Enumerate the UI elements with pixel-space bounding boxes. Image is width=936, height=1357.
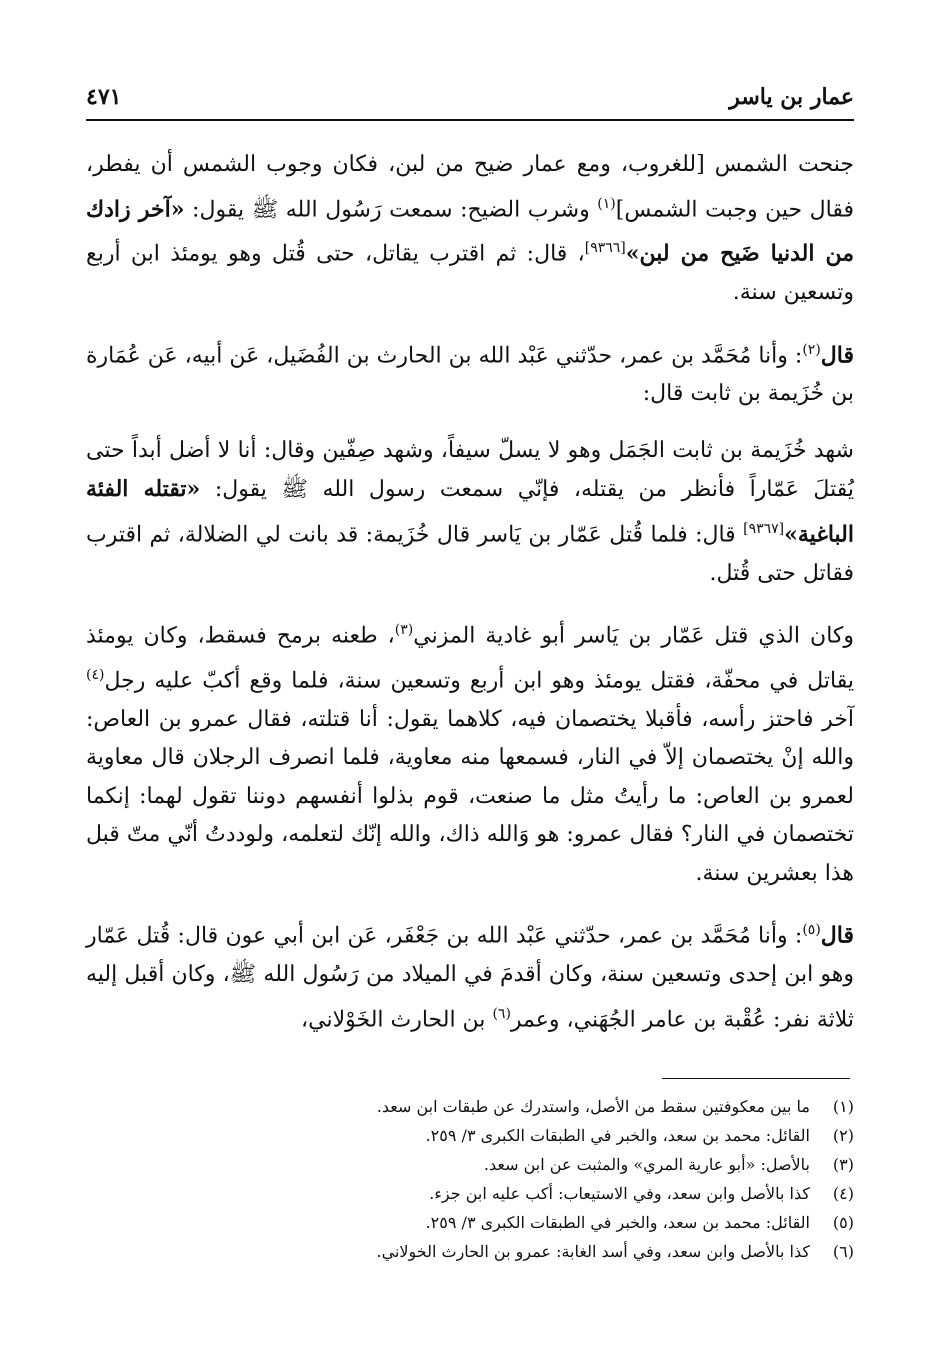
text-segment: «تقتله الفئة الباغية» [86, 476, 854, 548]
text-segment: «آخر زادك من الدنيا ضَيح من لبن» [86, 195, 854, 267]
footnote [86, 1237, 854, 1266]
footnote-ref: (٦) [492, 1005, 511, 1022]
text-segment: وكان الذي قتل عَمّار بن يَاسر أبو غادية المزني [413, 623, 854, 649]
running-title: عمار بن ياسر [729, 84, 854, 110]
main-text [86, 146, 854, 1058]
paragraph [86, 911, 854, 1039]
paragraph [86, 146, 854, 313]
footnote-ref: [٩٣٦٧] [743, 520, 785, 537]
text-segment: جنحت الشمس [للغروب، ومع عمار ضيح من لبن، فكان وجوب الشمس أن يفطر، فقال حين وجبت الشمس] [86, 152, 854, 222]
text-segment: آخر فاحتز رأسه، فأقبلا يختصمان فيه، كلاهما يقول: أنا قتلته، فقال عمرو بن العاص: والله إنْ يختصمان إلاّ في النار، فسمعها منه معاوية، فلما انصرف الرجلان قال معاوية لعمرو بن العاص: ما رأيتُ مثل ما صنعت، قوم بذلوا أنفسهم دوننا تقول لهما: إنكما تختصمان في النار؟ فقال عمرو: هو وَالله ذاك، والله إنّك لتعلمه، ولوددتُ أنّي متّ قبل هذا بعشرين سنة. [86, 706, 855, 886]
footnote-ref: (٥) [802, 922, 821, 939]
footnote-ref: (٤) [86, 667, 105, 684]
footnotes [86, 1092, 854, 1266]
footnote-number: (١) [832, 1097, 854, 1116]
footnote-ref: [٩٣٦٦] [584, 240, 626, 257]
footnote-number: (٣) [832, 1155, 854, 1174]
text-segment: بن الحارث الخَوْلاني، [301, 1007, 493, 1033]
footnote-text: كذا بالأصل وابن سعد، وفي أسد الغابة: عمرو بن الحارث الخولاني. [376, 1242, 810, 1261]
footnote-rule [662, 1078, 850, 1079]
paragraph [86, 611, 854, 893]
paragraph [86, 331, 854, 414]
footnote [86, 1092, 854, 1121]
footnote-text: القائل: محمد بن سعد، والخبر في الطبقات الكبرى ٣/ ٢٥٩. [425, 1126, 810, 1145]
footnote-number: (٦) [832, 1242, 854, 1261]
header-rule [86, 119, 854, 121]
page-number: ٤٧١ [86, 84, 122, 110]
footnote-text: كذا بالأصل وابن سعد، وفي الاستيعاب: أكب عليه ابن جزء. [429, 1184, 810, 1203]
footnote-ref: (١) [597, 195, 616, 212]
footnote-ref: (٣) [394, 622, 414, 639]
footnote-number: (٥) [832, 1213, 854, 1232]
text-segment: : وأنا مُحَمَّد بن عمر، حدّثني عَبْد الله بن الحارث بن الفُضَيل، عَن أبيه، عَن عُمَارة بن خُزَيمة بن ثابت قال: [86, 342, 854, 407]
text-segment: ، طعنه برمح فسقط، وكان يومئذ يقاتل في محفّة، فقتل يومئذ وهو ابن أربع وتسعين سنة، فلما وقع أكبّ عليه رجل [86, 623, 854, 694]
text-segment: : وأنا مُحَمَّد بن عمر، حدّثني عَبْد الله بن جَعْفَر، عَن ابن أبي عون قال: قُتل عَمّار وهو ابن إحدى وتسعين سنة، وكان أقدمَ في الميلاد من رَسُول الله ﷺ، وكان أقبل إليه ثلاثة نفر: عُقْبة بن عامر الجُهَني، وعمر [86, 923, 854, 1033]
footnote [86, 1121, 854, 1150]
footnote-text: القائل: محمد بن سعد، والخبر في الطبقات الكبرى ٣/ ٢٥٩. [425, 1213, 810, 1232]
footnote [86, 1179, 854, 1208]
page-header [86, 84, 854, 116]
footnote [86, 1150, 854, 1179]
footnote-ref: (٢) [802, 341, 821, 358]
text-segment: ، قال: ثم اقترب يقاتل، حتى قُتل وهو يومئذ ابن أربع وتسعين سنة. [86, 241, 854, 306]
text-segment: شهد خُزَيمة بن ثابت الجَمَل وهو لا يسلّ سيفاً، وشهد صِفّين وقال: أنا لا أضل أبداً حتى يُقتلَ عَمّاراً فأنظر من يقتله، فإنّي سمعت رسول الله ﷺ يقول: [86, 437, 854, 503]
text-segment: وشرب الضيح: سمعت رَسُول الله ﷺ يقول: [184, 196, 598, 222]
paragraph [86, 432, 854, 593]
footnote-text: بالأصل: «أبو عارية المري» والمثبت عن ابن سعد. [483, 1155, 810, 1174]
footnote-number: (٢) [832, 1126, 854, 1145]
footnote-number: (٤) [832, 1184, 854, 1203]
text-segment: قال [820, 922, 854, 949]
footnote [86, 1208, 854, 1237]
text-segment: قال [820, 341, 854, 368]
text-segment: قال: فلما قُتل عَمّار بن يَاسر قال خُزَيمة: قد بانت لي الضلالة، ثم اقترب فقاتل حتى قُتل. [86, 522, 854, 586]
footnote-text: ما بين معكوفتين سقط من الأصل، واستدرك عن طبقات ابن سعد. [376, 1097, 810, 1116]
